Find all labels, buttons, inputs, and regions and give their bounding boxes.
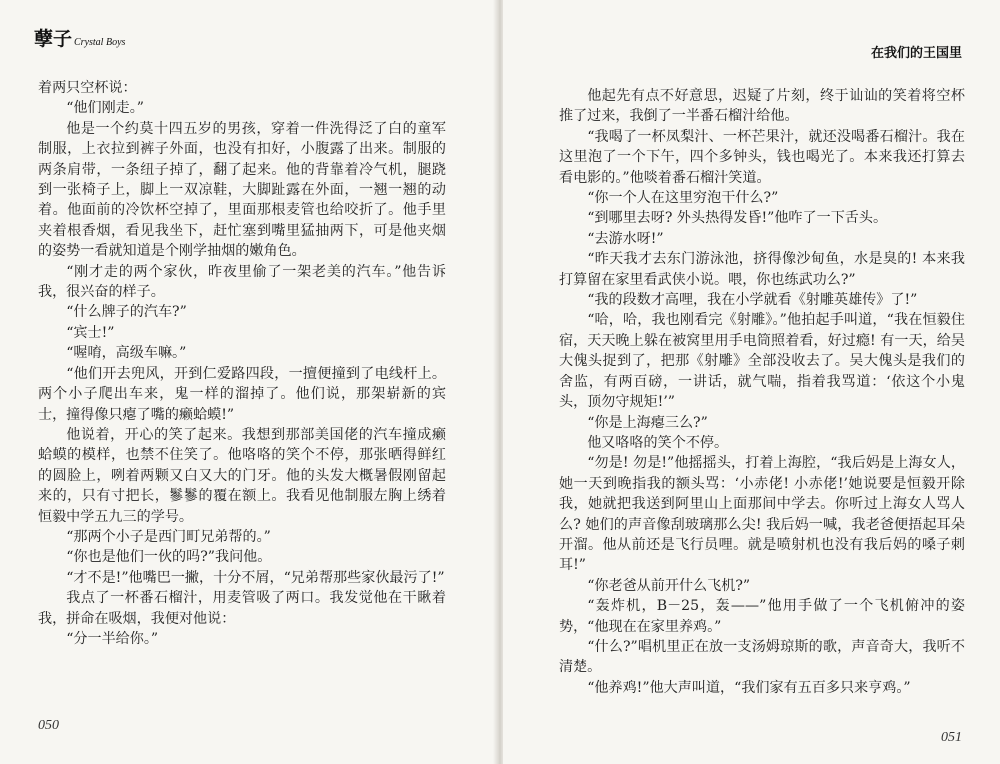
paragraph: “轰炸机，B－25，轰——”他用手做了一个飞机俯冲的姿势，“他现在在家里养鸡。” (559, 598, 965, 635)
paragraph: “你是上海瘪三么?” (587, 414, 708, 431)
paragraph: “喔唷，高级车嘛。” (66, 345, 187, 362)
page-number-right: 051 (941, 730, 962, 745)
paragraph: “到哪里去呀? 外头热得发昏!”他咋了一下舌头。 (587, 210, 888, 227)
paragraph: “分一半给你。” (66, 630, 159, 647)
book-title: 孽子 (34, 28, 73, 50)
paragraph: “你也是他们一伙的吗?”我问他。 (66, 549, 272, 566)
paragraph: 着两只空杯说： (38, 80, 137, 96)
paragraph: “什么?”唱机里正在放一支汤姆琼斯的歌，声音奇大，我听不清楚。 (559, 638, 965, 676)
book-subtitle: Crystal Boys (74, 37, 126, 48)
paragraph: 我点了一杯番石榴汁，用麦管吸了两口。我发觉他在干瞅着我，拼命在吸烟，我便对他说： (38, 590, 446, 627)
paragraph: “昨天我才去东门游泳池，挤得像沙甸鱼，水是臭的! 本来我打算留在家里看武侠小说。喂，你也练武功么?” (559, 251, 965, 288)
paragraph: “你老爸从前开什么飞机?” (587, 577, 751, 594)
paragraph: “才不是!”他嘴巴一撇，十分不屑，“兄弟帮那些家伙最污了!” (66, 569, 445, 586)
left-page (0, 0, 497, 764)
paragraph: “去游水呀!” (587, 230, 664, 247)
paragraph: “我喝了一杯凤梨汁、一杯芒果汁，就还没喝番石榴汁。我在这里泡了一个下午，四个多钟头，钱也喝光了。本来我还打算去看电影的。”他啖着番石榴汁笑道。 (559, 128, 965, 186)
paragraph: 他是一个约莫十四五岁的男孩，穿着一件洗得泛了白的童军制服，上衣拉到裤子外面，也没有扣好，小腹露了出来。制服的两条肩带，一条纽子掉了，翻了起来。他的背靠着冷气机，腿跷到一张椅子上，脚上一双凉鞋，大脚趾露在外面，一翘一翘的动着。他面前的冷饮杯空掉了，里面那根麦管也给咬折了。他手里夹着根香烟，看见我坐下，赶忙塞到嘴里猛抽两下，可是他夹烟的姿势一看就知道是个刚学抽烟的嫩角色。 (38, 120, 446, 260)
paragraph: “刚才走的两个家伙，昨夜里偷了一架老美的汽车。”他告诉我，很兴奋的样子。 (38, 263, 446, 301)
paragraph: “什么牌子的汽车?” (66, 304, 187, 321)
paragraph: “他们开去兜风，开到仁爱路四段，一擅便撞到了电线杆上。两个小子爬出车来，鬼一样的溜掉了。他们说，那架崭新的宾士，撞得像只瘪了嘴的癞蛤蟆!” (38, 365, 446, 423)
left-body-text (38, 78, 446, 649)
paragraph: “那两个小子是西门町兄弟帮的。” (66, 528, 271, 545)
paragraph: “勿是! 勿是!”他摇摇头，打着上海腔，“我后妈是上海女人，她一天到晚指我的额头骂：‘小赤佬! 小赤佬!’她说要是恒毅开除我，她就把我送到阿里山上面那间中学去。你听过上海女人骂人么? 她们的声音像刮玻璃那么尖! 我后妈一喊，我老爸便捂起耳朵开溜。他从前还是飞行员哩。就是喷射机也没有我后妈的嗓子刺耳!” (559, 455, 965, 574)
paragraph: “他们刚走。” (66, 100, 145, 117)
running-head-left (34, 24, 125, 51)
paragraph: “宾士!” (66, 324, 115, 341)
right-body-text (559, 86, 965, 698)
paragraph: 他又咯咯的笑个不停。 (587, 434, 729, 451)
right-page (503, 0, 1000, 764)
paragraph: 他起先有点不好意思，迟疑了片刻，终于讪讪的笑着将空杯推了过来，我倒了一半番石榴汁给他。 (559, 88, 965, 125)
paragraph: “哈，哈，我也刚看完《射雕》。”他拍起手叫道，“我在恒毅住宿，天天晚上躲在被窝里用手电筒照着看，好过瘾! 有一天，给吴大傀头捉到了，把那《射雕》全部没收去了。吴大傀头是我们的舍监，有两百磅，一讲话，就气喘，指着我骂道：‘依这个小鬼头，顶勿守规矩!’” (559, 312, 965, 411)
page-number-left: 050 (38, 718, 59, 733)
paragraph: “你一个人在这里穷泡干什么?” (587, 190, 779, 207)
paragraph: “他养鸡!”他大声叫道，“我们家有五百多只来亨鸡。” (587, 679, 911, 696)
running-head-right: 在我们的王国里 (870, 46, 962, 61)
paragraph: 他说着，开心的笑了起来。我想到那部美国佬的汽车撞成癞蛤蟆的模样，也禁不住笑了。他咯咯的笑个不停，那张晒得鲜红的圆脸上，咧着两颗又白又大的门牙。他的头发大概暑假刚留起来的，只有寸把长，鬖鬖的覆在额上。我看见他制服左胸上绣着恒毅中学五九三的学号。 (38, 426, 446, 525)
paragraph: “我的段数才高哩，我在小学就看《射雕英雄传》了!” (587, 292, 918, 309)
